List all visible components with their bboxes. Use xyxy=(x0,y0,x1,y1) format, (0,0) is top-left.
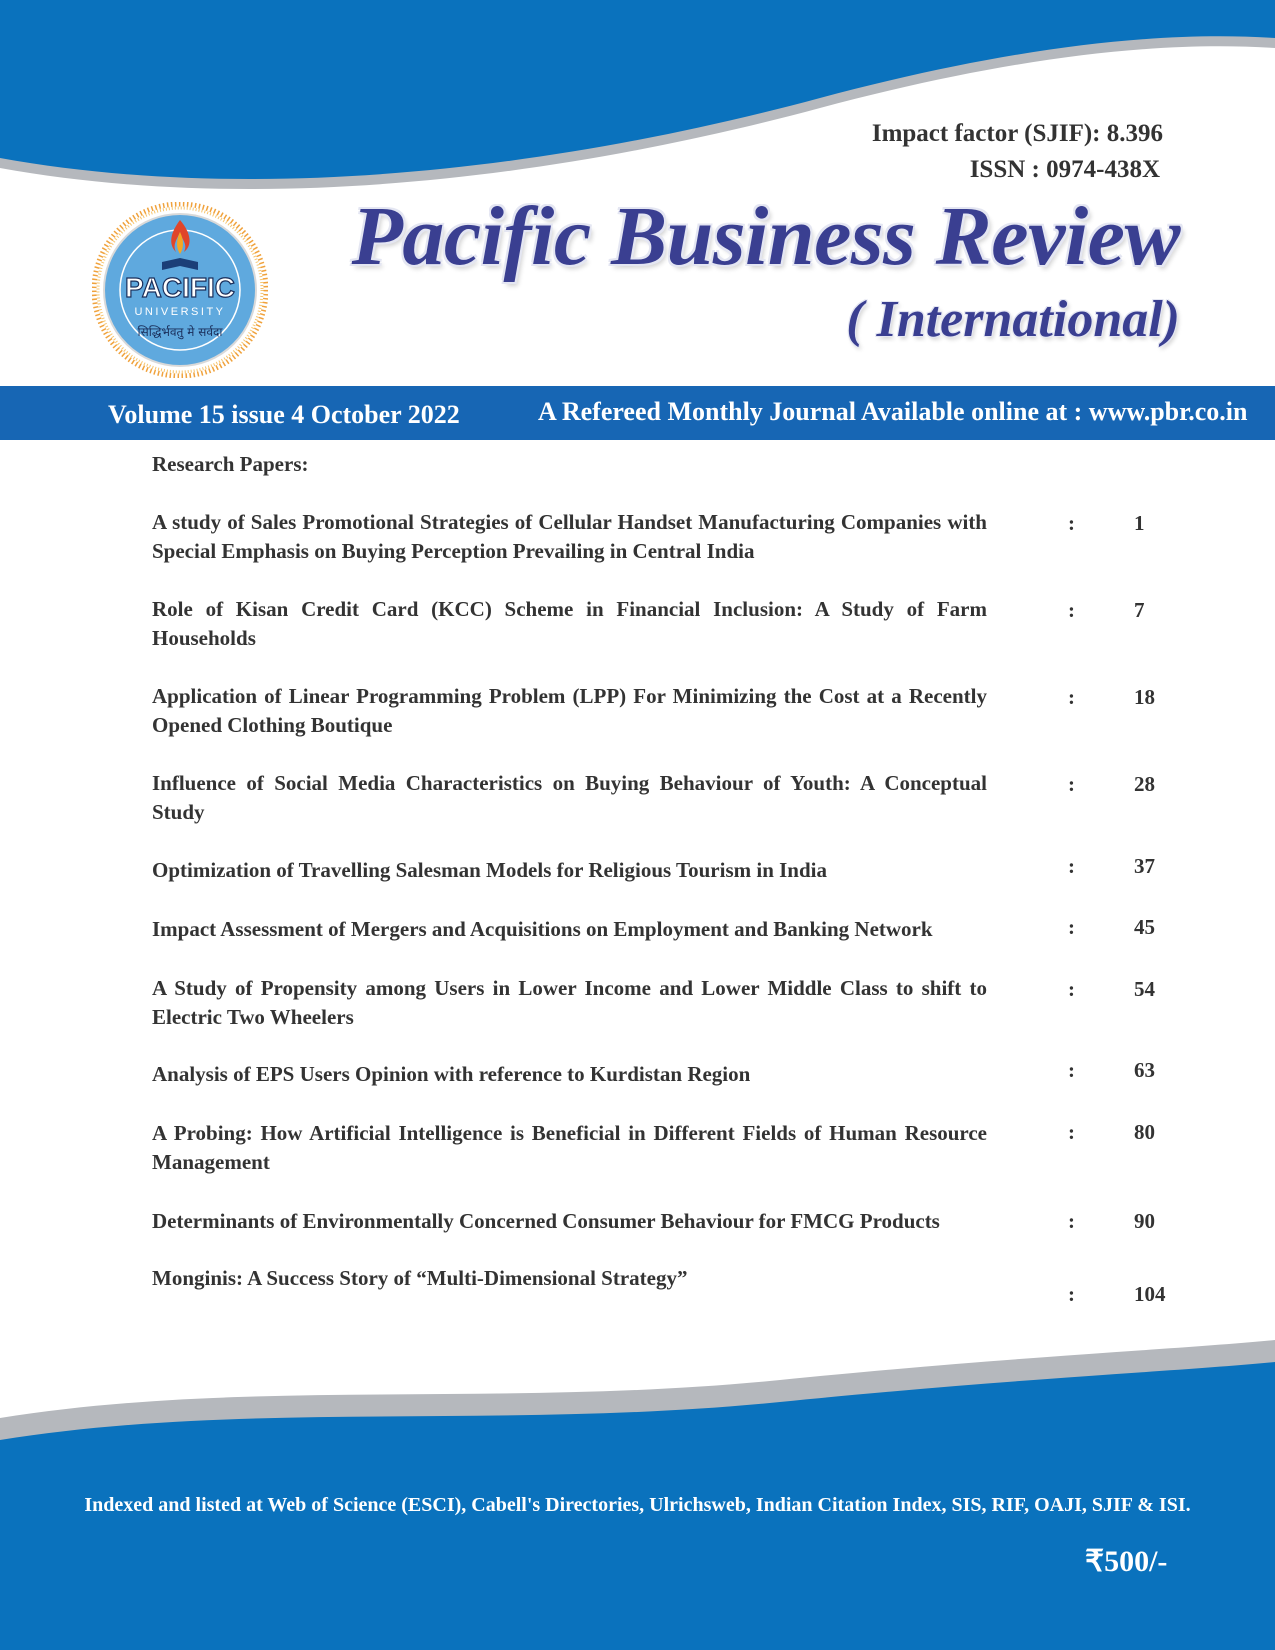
toc-entry-colon: : xyxy=(1068,772,1075,796)
pacific-university-logo xyxy=(92,202,268,378)
toc-entry-title: A Probing: How Artificial Intelligence is Beneficial in Different Fields of Human Resource Management xyxy=(152,1121,987,1174)
toc-entry-colon: : xyxy=(1068,1282,1075,1306)
toc-entry-colon: : xyxy=(1068,1209,1075,1233)
journal-title: Pacific Business Review xyxy=(351,190,1180,283)
toc-entry-colon: : xyxy=(1068,915,1075,939)
toc-entry-page: 45 xyxy=(1134,915,1155,939)
toc-entry-page: 54 xyxy=(1134,977,1155,1001)
toc-entry-title: Determinants of Environmentally Concerned Consumer Behaviour for FMCG Products xyxy=(152,1209,940,1233)
volume-issue: Volume 15 issue 4 October 2022 xyxy=(108,400,460,429)
logo-university: UNIVERSITY xyxy=(134,306,226,318)
toc-entry-page: 90 xyxy=(1134,1209,1155,1233)
toc-entry-title: Influence of Social Media Characteristics on Buying Behaviour of Youth: A Conceptual Study xyxy=(152,771,987,824)
indexing-statement: Indexed and listed at Web of Science (ESCI), Cabell's Directories, Ulrichsweb, Indian Citation Index, SIS, RIF, OAJI, SJIF & ISI. xyxy=(84,1494,1191,1516)
toc-entry-page: 63 xyxy=(1134,1058,1155,1082)
toc-entry-title: Analysis of EPS Users Opinion with reference to Kurdistan Region xyxy=(152,1062,751,1086)
toc-entry-page: 28 xyxy=(1134,772,1155,796)
logo-name: PACIFIC xyxy=(125,272,235,303)
toc-entry-page: 104 xyxy=(1134,1282,1166,1306)
toc-entry-title: A study of Sales Promotional Strategies of Cellular Handset Manufacturing Companies with Special Emphasis on Buying Perception Prevailing in Central India xyxy=(152,510,987,563)
toc-entry-page: 18 xyxy=(1134,685,1155,709)
toc-entry-colon: : xyxy=(1068,1120,1075,1144)
toc-entry-colon: : xyxy=(1068,598,1075,622)
journal-subtitle: ( International) xyxy=(846,291,1180,348)
price-label: ₹500/- xyxy=(1085,1545,1168,1578)
toc-entry-page: 7 xyxy=(1134,598,1145,622)
toc-entry-title: Role of Kisan Credit Card (KCC) Scheme in Financial Inclusion: A Study of Farm Households xyxy=(152,597,987,650)
journal-tagline: A Refereed Monthly Journal Available online at : www.pbr.co.in xyxy=(538,397,1248,426)
toc-entry-title: Monginis: A Success Story of “Multi-Dimensional Strategy” xyxy=(152,1266,688,1290)
toc-entry-page: 37 xyxy=(1134,854,1155,878)
contents-heading: Research Papers: xyxy=(152,452,309,476)
toc-entry-title: A Study of Propensity among Users in Lower Income and Lower Middle Class to shift to Electric Two Wheelers xyxy=(152,976,987,1029)
impact-factor: Impact factor (SJIF): 8.396 xyxy=(871,120,1163,147)
issn: ISSN : 0974-438X xyxy=(969,156,1160,183)
toc-entry-colon: : xyxy=(1068,854,1075,878)
toc-entry-title: Impact Assessment of Mergers and Acquisitions on Employment and Banking Network xyxy=(152,917,933,941)
logo-motto: सिद्धिर्भवतु मे सर्वदा xyxy=(137,325,223,339)
toc-entry-page: 80 xyxy=(1134,1120,1155,1144)
toc-entry-colon: : xyxy=(1068,511,1075,535)
toc-entry-colon: : xyxy=(1068,1058,1075,1082)
top-wave-blue xyxy=(0,0,1275,179)
toc-entry-colon: : xyxy=(1068,977,1075,1001)
toc-entry-colon: : xyxy=(1068,685,1075,709)
toc-entry-page: 1 xyxy=(1134,511,1145,535)
toc-entry-title: Application of Linear Programming Problem (LPP) For Minimizing the Cost at a Recently Opened Clothing Boutique xyxy=(152,684,987,737)
toc-entry-title: Optimization of Travelling Salesman Models for Religious Tourism in India xyxy=(152,858,827,882)
